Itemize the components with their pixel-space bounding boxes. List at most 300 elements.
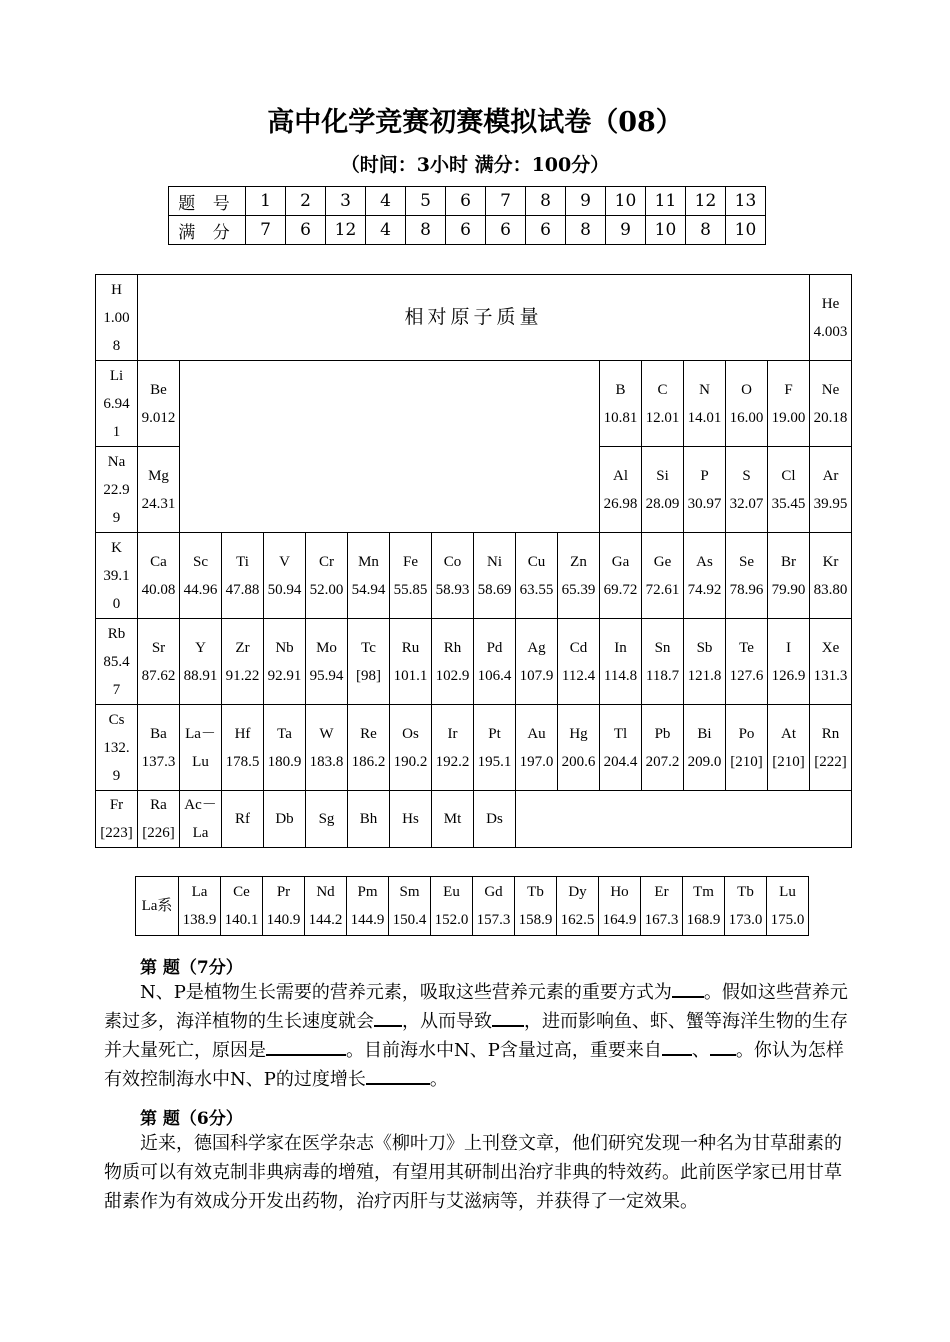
element-cell-Pd — [474, 619, 516, 705]
element-text: 180.9 — [267, 753, 302, 770]
element-text: Cu — [527, 553, 546, 570]
period-row-5 — [96, 619, 852, 705]
element-text: 197.0 — [519, 753, 554, 770]
period-row-7 — [96, 791, 852, 848]
element-text: Rn — [821, 725, 840, 742]
element-cell-Nd — [305, 877, 347, 936]
question-points: 7 — [246, 216, 286, 245]
element-cell-Pb — [642, 705, 684, 791]
element-text: 50.94 — [267, 581, 302, 598]
answer-blank[interactable] — [374, 1007, 402, 1027]
element-text: Ge — [653, 553, 672, 570]
element-text: 44.96 — [183, 581, 218, 598]
element-cell-Li: Li 6.94 1 — [96, 361, 138, 447]
element-text: 186.2 — [351, 753, 386, 770]
question-points: 8 — [406, 216, 446, 245]
element-text: Pb — [654, 725, 671, 742]
element-text: 20.18 — [813, 409, 848, 426]
element-text: 88.91 — [183, 667, 218, 684]
element-text: 95.94 — [309, 667, 344, 684]
element-cell-Ag — [516, 619, 558, 705]
element-cell-Sc — [180, 533, 222, 619]
element-text: [210] — [730, 753, 763, 770]
element-text: 58.69 — [477, 581, 512, 598]
element-text: Ce — [233, 884, 250, 900]
element-text: Al — [613, 467, 628, 484]
element-text: Kr — [822, 553, 839, 570]
element-cell-Gd — [473, 877, 515, 936]
element-text: 207.2 — [645, 753, 680, 770]
element-text: 14.01 — [687, 409, 722, 426]
element-cell-Tb — [515, 877, 557, 936]
element-text: Hg — [569, 725, 588, 742]
element-cell-Po — [726, 705, 768, 791]
question-points: 4 — [366, 216, 406, 245]
element-cell-Au — [516, 705, 558, 791]
element-text: Cr — [319, 553, 334, 570]
element-text: 54.94 — [351, 581, 386, 598]
element-text: 72.61 — [645, 581, 680, 598]
element-cell-Ir — [432, 705, 474, 791]
element-text: Bi — [697, 725, 712, 742]
element-text: N — [699, 381, 710, 398]
lanthanide-table — [135, 876, 809, 936]
element-text: 30.97 — [687, 495, 722, 512]
empty-block — [180, 361, 600, 533]
element-cell-Hs — [390, 791, 432, 848]
element-cell-At — [768, 705, 810, 791]
element-text: Pm — [357, 884, 378, 900]
element-cell-Rb: Rb 85.4 7 — [96, 619, 138, 705]
element-cell-I — [768, 619, 810, 705]
question-2-text: 近来，德国科学家在医学杂志《柳叶刀》上刊登文章，他们研究发现一种名为甘草甜素的物质可以有效克制非典病毒的增殖，有望用其研制出治疗非典的特效药。此前医学家已用甘草甜素作为有效成分开发出药物，治疗丙肝与艾滋病等，并获得了一定效果。 — [104, 1133, 842, 1212]
element-text: [98] — [356, 667, 381, 684]
element-text: 173.0 — [728, 912, 763, 928]
element-text: Dy — [568, 884, 587, 900]
lanthanide-row — [136, 877, 809, 936]
element-text: Ar — [822, 467, 839, 484]
element-text: 144.2 — [308, 912, 343, 928]
element-text: 178.5 — [225, 753, 260, 770]
element-cell-Na: Na 22.9 9 — [96, 447, 138, 533]
question-number: 2 — [286, 187, 326, 216]
element-text: 167.3 — [644, 912, 679, 928]
question-number: 9 — [566, 187, 606, 216]
question-2-heading: 第 题（6分） — [140, 1109, 243, 1129]
element-text: 126.9 — [771, 667, 806, 684]
element-cell-Ba — [138, 705, 180, 791]
question-points: 12 — [326, 216, 366, 245]
element-cell-Hf — [222, 705, 264, 791]
element-text: 58.93 — [435, 581, 470, 598]
element-text: 26.98 — [603, 495, 638, 512]
element-text: Cl — [781, 467, 796, 484]
element-cell-Lu — [767, 877, 809, 936]
element-cell-Os — [390, 705, 432, 791]
element-text: 168.9 — [686, 912, 721, 928]
question-points: 10 — [646, 216, 686, 245]
element-cell-Y — [180, 619, 222, 705]
element-text: 190.2 — [393, 753, 428, 770]
element-text: [223] — [100, 825, 133, 841]
answer-blank[interactable] — [710, 1036, 736, 1056]
element-cell-Si — [642, 447, 684, 533]
element-text: 140.1 — [224, 912, 259, 928]
question-points: 8 — [686, 216, 726, 245]
element-cell-Pr — [263, 877, 305, 936]
element-text: Rf — [235, 811, 250, 827]
element-text: S — [742, 467, 751, 484]
element-text: 102.9 — [435, 667, 470, 684]
element-text: Ac－ — [184, 797, 217, 813]
element-text: At — [781, 725, 796, 742]
element-cell-Ca — [138, 533, 180, 619]
answer-blank[interactable] — [672, 978, 704, 998]
element-text: 112.4 — [561, 667, 596, 684]
element-text: 65.39 — [561, 581, 596, 598]
element-cell-Te — [726, 619, 768, 705]
element-text: 35.45 — [771, 495, 806, 512]
element-text: 106.4 — [477, 667, 512, 684]
element-text: Hs — [402, 811, 419, 827]
element-text: 101.1 — [393, 667, 428, 684]
element-text: Sm — [399, 884, 420, 900]
element-cell-Pm — [347, 877, 389, 936]
element-text: Ga — [611, 553, 630, 570]
element-text: Ba — [150, 725, 167, 742]
element-text: I — [786, 639, 791, 656]
element-text: Y — [195, 639, 206, 656]
element-cell-B — [600, 361, 642, 447]
element-text: Db — [275, 811, 294, 827]
element-text: Lu — [779, 884, 796, 900]
element-text: Sg — [318, 811, 335, 827]
element-text: Tc — [361, 639, 376, 656]
element-text: 157.3 — [476, 912, 511, 928]
answer-blank[interactable] — [366, 1065, 430, 1085]
element-text: 10.81 — [603, 409, 638, 426]
element-text: Tb — [527, 884, 544, 900]
question-points: 8 — [566, 216, 606, 245]
element-cell-H: H 1.00 8 — [96, 275, 138, 361]
element-cell-Ta — [264, 705, 306, 791]
element-text: 192.2 — [435, 753, 470, 770]
element-text: 131.3 — [813, 667, 848, 684]
element-cell-P — [684, 447, 726, 533]
question-number: 1 — [246, 187, 286, 216]
element-text: O — [741, 381, 752, 398]
element-text: Mo — [316, 639, 337, 656]
element-cell-Ce — [221, 877, 263, 936]
element-cell-Tm — [683, 877, 725, 936]
element-text: W — [319, 725, 334, 742]
element-text: Ds — [486, 811, 503, 827]
element-text: 12.01 — [645, 409, 680, 426]
element-text: Mn — [358, 553, 379, 570]
element-cell-Sr — [138, 619, 180, 705]
element-cell-Eu — [431, 877, 473, 936]
element-cell-Ga — [600, 533, 642, 619]
element-cell-Mt — [432, 791, 474, 848]
element-cell-Sb — [684, 619, 726, 705]
element-cell-F — [768, 361, 810, 447]
element-text: Ho — [610, 884, 629, 900]
element-text: 92.91 — [267, 667, 302, 684]
element-cell-V — [264, 533, 306, 619]
element-cell-Fr — [96, 791, 138, 848]
question-number: 5 — [406, 187, 446, 216]
element-text: B — [615, 381, 626, 398]
question-number: 10 — [606, 187, 646, 216]
empty-block — [516, 791, 852, 848]
element-text: Tl — [613, 725, 628, 742]
element-text: Zn — [570, 553, 587, 570]
element-text: Ni — [487, 553, 502, 570]
element-cell-Al — [600, 447, 642, 533]
element-text: Fr — [109, 797, 124, 813]
element-text: 32.07 — [729, 495, 764, 512]
element-cell-Re — [348, 705, 390, 791]
element-text: 175.0 — [770, 912, 805, 928]
element-text: 144.9 — [350, 912, 385, 928]
element-text: Lu — [192, 753, 209, 770]
element-text: 63.55 — [519, 581, 554, 598]
element-text: Ir — [447, 725, 458, 742]
element-cell-Be: Be 9.012 — [138, 361, 180, 447]
answer-blank[interactable] — [492, 1007, 524, 1027]
element-cell-Db — [264, 791, 306, 848]
element-cell-K: K 39.1 0 — [96, 533, 138, 619]
element-text: 140.9 — [266, 912, 301, 928]
element-text: La－ — [185, 725, 216, 742]
element-cell-Pt — [474, 705, 516, 791]
element-text: Xe — [821, 639, 840, 656]
element-text: Tb — [737, 884, 754, 900]
element-cell-Ni — [474, 533, 516, 619]
element-text: 91.22 — [225, 667, 260, 684]
element-text: 158.9 — [518, 912, 553, 928]
element-text: Fe — [403, 553, 418, 570]
score-row-label: 题 号 — [169, 187, 246, 216]
element-text: Zr — [235, 639, 250, 656]
element-text: [226] — [142, 825, 175, 841]
question-number: 6 — [446, 187, 486, 216]
period-row-2 — [96, 361, 852, 447]
element-cell-Ru — [390, 619, 432, 705]
element-text: Ru — [401, 639, 420, 656]
element-text: Os — [402, 725, 419, 742]
question-number: 4 — [366, 187, 406, 216]
element-text: Ca — [150, 553, 167, 570]
element-cell-Rf — [222, 791, 264, 848]
table-heading: 相对原子质量 — [138, 275, 810, 361]
question-1-text: N、P是植物生长需要的营养元素，吸取这些营养元素的重要方式为 。假如这些营养元素过多，海洋植物的生长速度就会 ，从而导致 ，进而影响鱼、虾、蟹等海洋生物的生存并大量死亡，原因是 。目前海水中N、P含量过高，重要来自 、 。你认为怎样有效控制海水中N、P的过度增长 。 — [104, 978, 856, 1094]
element-text: Er — [654, 884, 669, 900]
score-table — [168, 186, 766, 245]
element-text: Sc — [193, 553, 208, 570]
element-text: 39.95 — [813, 495, 848, 512]
question-1-heading: 第 题（7分） — [140, 958, 243, 978]
element-text: 79.90 — [771, 581, 806, 598]
period-row-6 — [96, 705, 852, 791]
element-cell-Mo — [306, 619, 348, 705]
element-cell-Mn — [348, 533, 390, 619]
element-text: Pr — [276, 884, 291, 900]
element-cell-La — [179, 877, 221, 936]
element-cell-Ra — [138, 791, 180, 848]
element-text: 40.08 — [141, 581, 176, 598]
question-points: 6 — [446, 216, 486, 245]
element-text: Bh — [359, 811, 378, 827]
element-cell-Se — [726, 533, 768, 619]
element-cell-Ac — [180, 791, 222, 848]
question-number: 12 — [686, 187, 726, 216]
element-text: 162.5 — [560, 912, 595, 928]
element-cell-C — [642, 361, 684, 447]
element-text: 150.4 — [392, 912, 427, 928]
element-text: F — [784, 381, 793, 398]
element-cell-Ge — [642, 533, 684, 619]
element-text: Hf — [234, 725, 251, 742]
element-text: Re — [360, 725, 377, 742]
element-text: 152.0 — [434, 912, 469, 928]
element-text: Se — [739, 553, 754, 570]
score-row-label: 满 分 — [169, 216, 246, 245]
element-text: 118.7 — [645, 667, 680, 684]
question-points: 6 — [486, 216, 526, 245]
element-cell-Co — [432, 533, 474, 619]
element-cell-Rh — [432, 619, 474, 705]
element-cell-Ar — [810, 447, 852, 533]
element-text: Pd — [486, 639, 503, 656]
periodic-table — [95, 274, 852, 848]
element-cell-Bi — [684, 705, 726, 791]
element-cell-Tb — [725, 877, 767, 936]
page-title: 高中化学竞赛初赛模拟试卷（08） — [267, 107, 683, 138]
element-text: 114.8 — [603, 667, 638, 684]
element-text: 83.80 — [813, 581, 848, 598]
element-cell-W — [306, 705, 348, 791]
element-text: Si — [656, 467, 669, 484]
element-cell-Dy — [557, 877, 599, 936]
element-cell-O — [726, 361, 768, 447]
period-row-1 — [96, 275, 852, 361]
element-cell-Cr — [306, 533, 348, 619]
element-text: 74.92 — [687, 581, 722, 598]
element-text: In — [614, 639, 627, 656]
element-cell-La — [180, 705, 222, 791]
period-row-4 — [96, 533, 852, 619]
element-text: 28.09 — [645, 495, 680, 512]
element-text: Co — [443, 553, 462, 570]
element-text: Tm — [693, 884, 714, 900]
element-text: 195.1 — [477, 753, 512, 770]
question-number: 8 — [526, 187, 566, 216]
element-text: Br — [781, 553, 796, 570]
element-text: Ag — [527, 639, 546, 656]
answer-blank[interactable] — [662, 1036, 692, 1056]
question-points: 6 — [526, 216, 566, 245]
element-cell-He: He 4.003 — [810, 275, 852, 361]
element-cell-Sg — [306, 791, 348, 848]
element-text: Rh — [443, 639, 462, 656]
element-text: Sb — [696, 639, 713, 656]
element-cell-Rn — [810, 705, 852, 791]
element-text: Ti — [236, 553, 249, 570]
element-text: Gd — [484, 884, 503, 900]
element-cell-Nb — [264, 619, 306, 705]
score-row-points — [169, 216, 766, 245]
element-cell-As — [684, 533, 726, 619]
element-cell-Fe — [390, 533, 432, 619]
element-cell-Bh — [348, 791, 390, 848]
element-text: P — [700, 467, 709, 484]
element-cell-Xe — [810, 619, 852, 705]
element-text: 55.85 — [393, 581, 428, 598]
element-cell-Er — [641, 877, 683, 936]
element-text: Sr — [151, 639, 166, 656]
element-text: Nd — [316, 884, 335, 900]
element-text: 121.8 — [687, 667, 722, 684]
question-number: 3 — [326, 187, 366, 216]
element-cell-Ds — [474, 791, 516, 848]
element-cell-Tc — [348, 619, 390, 705]
page-subtitle: （时间：3小时 满分：100分） — [340, 154, 610, 176]
element-cell-Zn — [558, 533, 600, 619]
element-cell-N — [684, 361, 726, 447]
element-cell-Ti — [222, 533, 264, 619]
answer-blank[interactable] — [266, 1036, 346, 1056]
element-cell-Zr — [222, 619, 264, 705]
element-cell-Ne — [810, 361, 852, 447]
element-text: 200.6 — [561, 753, 596, 770]
element-text: 107.9 — [519, 667, 554, 684]
question-points: 6 — [286, 216, 326, 245]
element-text: 47.88 — [225, 581, 260, 598]
element-cell-In — [600, 619, 642, 705]
element-text: Ne — [821, 381, 840, 398]
element-text: 209.0 — [687, 753, 722, 770]
element-text: Eu — [443, 884, 460, 900]
element-text: Te — [739, 639, 754, 656]
element-cell-Cs: Cs 132. 9 — [96, 705, 138, 791]
lanthanide-label: La系 — [136, 877, 179, 936]
element-text: [210] — [772, 753, 805, 770]
element-text: 183.8 — [309, 753, 344, 770]
element-text: 19.00 — [771, 409, 806, 426]
question-points: 9 — [606, 216, 646, 245]
element-cell-Br — [768, 533, 810, 619]
element-text: As — [696, 553, 713, 570]
question-number: 13 — [726, 187, 766, 216]
element-text: 127.6 — [729, 667, 764, 684]
element-text: Ra — [150, 797, 167, 813]
element-text: 16.00 — [729, 409, 764, 426]
element-cell-Cu — [516, 533, 558, 619]
element-text: 204.4 — [603, 753, 638, 770]
element-text: 138.9 — [182, 912, 217, 928]
element-text: 69.72 — [603, 581, 638, 598]
element-text: 87.62 — [141, 667, 176, 684]
element-cell-Cd — [558, 619, 600, 705]
element-text: Au — [527, 725, 546, 742]
element-cell-Cl — [768, 447, 810, 533]
score-row-numbers — [169, 187, 766, 216]
element-text: Ta — [277, 725, 292, 742]
element-text: Mt — [443, 811, 462, 827]
element-text: 78.96 — [729, 581, 764, 598]
question-points: 10 — [726, 216, 766, 245]
